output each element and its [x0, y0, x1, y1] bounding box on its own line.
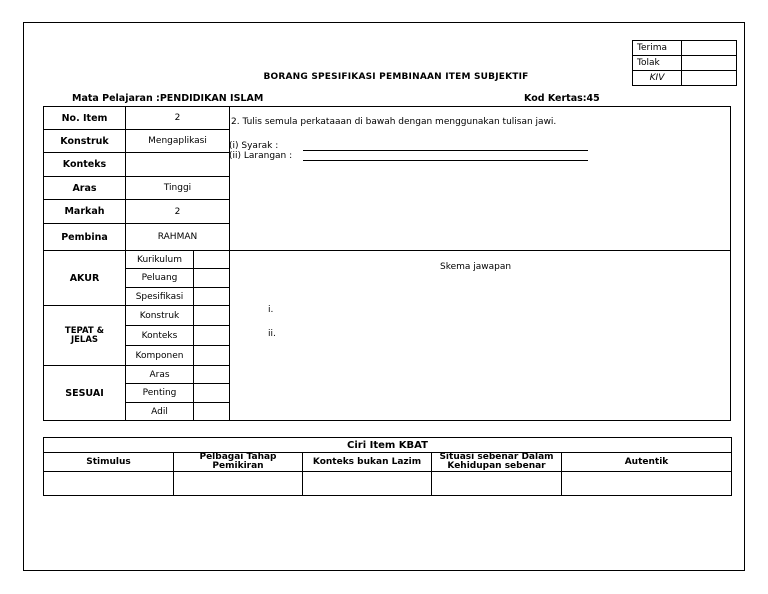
markah-value: 2 [126, 200, 230, 224]
blank-label-larangan: (ii) Larangan : [229, 151, 293, 161]
konteks-value [126, 153, 230, 177]
paper-code: Kod Kertas:45 [524, 93, 600, 104]
answer-item-2: ii. [268, 329, 276, 339]
sesuai-label: SESUAI [44, 366, 126, 421]
kbat-cell-situasi[interactable] [432, 472, 562, 496]
akur-spesifikasi: Spesifikasi [126, 288, 194, 306]
tepat-jelas-label: TEPAT & JELAS [44, 306, 126, 366]
akur-spesifikasi-check[interactable] [194, 288, 230, 306]
aras-label: Aras [44, 177, 126, 200]
kbat-caption: Ciri Item KBAT [44, 438, 732, 453]
answer-item-1: i. [268, 305, 274, 315]
tepat-komponen-check[interactable] [194, 346, 230, 366]
status-terima-box[interactable] [682, 41, 737, 56]
blank-label-syarak: (i) Syarak : [229, 141, 279, 151]
markah-label: Markah [44, 200, 126, 224]
form-title: BORANG SPESIFIKASI PEMBINAAN ITEM SUBJEKTIF [263, 72, 529, 82]
kbat-table [43, 437, 732, 496]
subject-label: Mata Pelajaran :PENDIDIKAN ISLAM [72, 93, 264, 104]
kbat-cell-autentik[interactable] [562, 472, 732, 496]
akur-label: AKUR [44, 251, 126, 306]
blank-line-larangan[interactable] [303, 152, 588, 161]
sesuai-penting: Penting [126, 384, 194, 403]
akur-kurikulum: Kurikulum [126, 251, 194, 269]
sesuai-aras-check[interactable] [194, 366, 230, 384]
kbat-header-situasi: Situasi sebenar Dalam Kehidupan sebenar [432, 453, 562, 472]
pembina-value: RAHMAN [126, 224, 230, 251]
kbat-header-stimulus: Stimulus [44, 453, 174, 472]
kbat-header-pelbagai: Pelbagai Tahap Pemikiran [174, 453, 303, 472]
tepat-konstruk: Konstruk [126, 306, 194, 326]
sesuai-adil-check[interactable] [194, 403, 230, 421]
akur-peluang: Peluang [126, 269, 194, 288]
kbat-cell-stimulus[interactable] [44, 472, 174, 496]
sesuai-penting-check[interactable] [194, 384, 230, 403]
blank-row-larangan [229, 151, 588, 161]
status-terima: Terima [633, 41, 682, 56]
tepat-konteks: Konteks [126, 326, 194, 346]
kbat-header-konteks: Konteks bukan Lazim [303, 453, 432, 472]
konstruk-value: Mengaplikasi [126, 130, 230, 153]
akur-kurikulum-check[interactable] [194, 251, 230, 269]
tepat-komponen: Komponen [126, 346, 194, 366]
question-area [230, 107, 731, 251]
konstruk-label: Konstruk [44, 130, 126, 153]
status-kiv: KIV [633, 71, 682, 86]
aras-value: Tinggi [126, 177, 230, 200]
no-item-value: 2 [126, 107, 230, 130]
status-tolak: Tolak [633, 56, 682, 71]
pembina-label: Pembina [44, 224, 126, 251]
kbat-cell-pelbagai[interactable] [174, 472, 303, 496]
tepat-konteks-check[interactable] [194, 326, 230, 346]
sesuai-adil: Adil [126, 403, 194, 421]
no-item-label: No. Item [44, 107, 126, 130]
konteks-label: Konteks [44, 153, 126, 177]
kbat-cell-konteks[interactable] [303, 472, 432, 496]
blank-line-syarak[interactable] [303, 142, 588, 151]
akur-peluang-check[interactable] [194, 269, 230, 288]
question-text: 2. Tulis semula perkataaan di bawah dengan menggunakan tulisan jawi. [231, 117, 557, 127]
status-tolak-box[interactable] [682, 56, 737, 71]
sesuai-aras: Aras [126, 366, 194, 384]
kbat-header-autentik: Autentik [562, 453, 732, 472]
blank-row-syarak [229, 141, 588, 151]
answer-scheme-title: Skema jawapan [440, 262, 512, 272]
tepat-konstruk-check[interactable] [194, 306, 230, 326]
